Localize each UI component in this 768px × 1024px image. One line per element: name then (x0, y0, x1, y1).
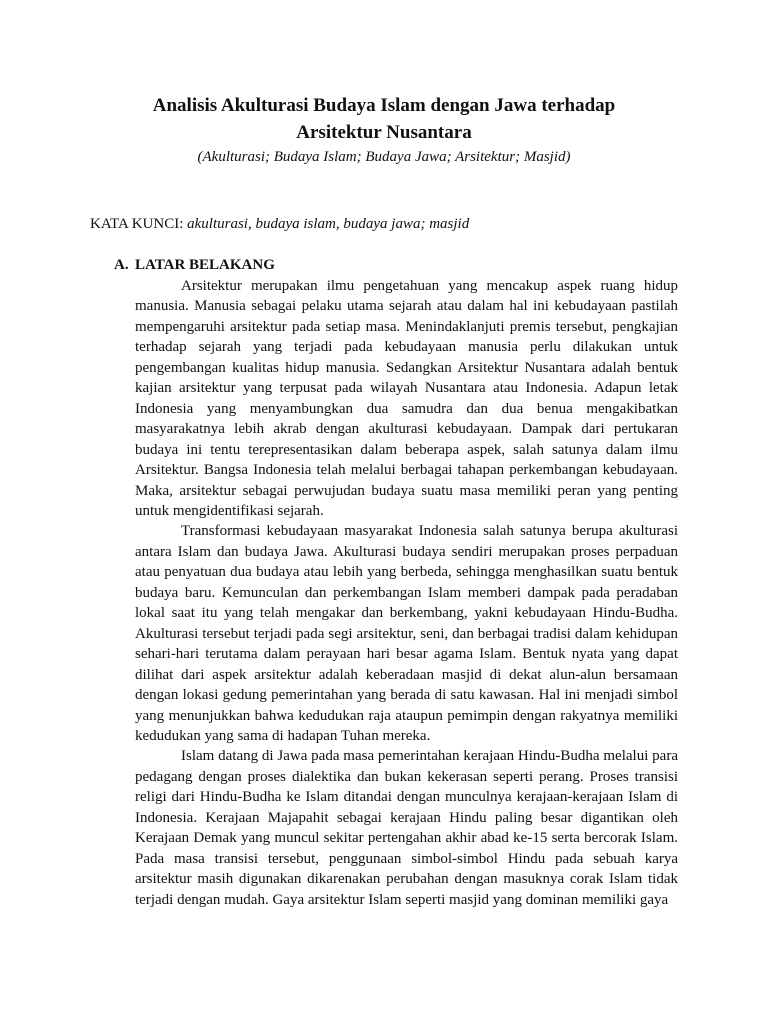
keywords-label: KATA KUNCI: (90, 216, 184, 232)
document-subtitle: (Akulturasi; Budaya Islam; Budaya Jawa; Arsitektur; Masjid) (197, 149, 571, 165)
section-number: A. (114, 257, 129, 273)
section-heading (114, 255, 275, 275)
section-body (135, 276, 678, 910)
paragraph: Islam datang di Jawa pada masa pemerintahan kerajaan Hindu-Budha melalui para pedagang dengan proses dialektika dan bukan kekerasan seperti perang. Proses transisi religi dari Hindu-Budha ke Islam ditandai dengan munculnya kerajaan-kerajaan Islam di Indonesia. Kerajaan Majapahit sebagai kerajaan Hindu paling besar digantikan oleh Kerajaan Demak yang muncul sekitar pertengahan akhir abad ke-15 serta bercorak Islam. Pada masa transisi tersebut, penggunaan simbol-simbol Hindu pada sebuah karya arsitektur masih digunakan dikarenakan perubahan dengan masuknya corak Islam tidak terjadi dengan mudah. Gaya arsitektur Islam seperti masjid yang dominan memiliki gaya (135, 748, 678, 908)
paragraph: Transformasi kebudayaan masyarakat Indonesia salah satunya berupa akulturasi antara Islam dan budaya Jawa. Akulturasi budaya sendiri merupakan proses perpaduan atau penyatuan dua budaya atau lebih yang berbeda, sehingga menghasilkan suatu bentuk budaya baru. Kemunculan dan perkembangan Islam memberi dampak pada peradaban lokal saat itu yang telah mengakar dan berkembang, yakni kebudayaan Hindu-Budha. Akulturasi tersebut terjadi pada segi arsitektur, seni, dan berbagai tradisi dalam kehidupan sehari-hari terutama dalam perayaan hari besar agama Islam. Bentuk nyata yang dapat dilihat dari aspek arsitektur adalah keberadaan masjid di dekat alun-alun bersamaan dengan lokasi gedung pemerintahan yang berada di satu kawasan. Hal ini menjadi simbol yang menunjukkan bahwa kedudukan raja ataupun pemimpin dengan rakyatnya memiliki kedudukan yang sama di hadapan Tuhan mereka. (135, 523, 678, 744)
section-title: LATAR BELAKANG (135, 257, 275, 273)
keywords-line (90, 214, 469, 234)
paragraph: Arsitektur merupakan ilmu pengetahuan yang mencakup aspek ruang hidup manusia. Manusia sebagai pelaku utama sejarah atau dalam hal ini kebudayaan pastilah mempengaruhi arsitektur pada setiap masa. Menindaklanjuti premis tersebut, pengkajian terhadap sejarah yang terjadi pada kebudayaan manusia perlu dilakukan untuk pengembangan kualitas hidup manusia. Sedangkan Arsitektur Nusantara adalah bentuk kajian arsitektur yang terpusat pada wilayah Nusantara atau Indonesia. Adapun letak Indonesia yang menyambungkan dua samudra dan dua benua mengakibatkan masyarakatnya lebih akrab dengan akulturasi kebudayaan. Dampak dari pertukaran budaya ini tentu terepresentasikan dalam beberapa aspek, salah satunya dalam ilmu Arsitektur. Bangsa Indonesia telah melalui berbagai tahapan perkembangan kebudayaan. Maka, arsitektur sebagai perwujudan budaya suatu masa memiliki peran yang penting untuk mengidentifikasi sejarah. (135, 278, 678, 519)
document-title-line-1: Analisis Akulturasi Budaya Islam dengan Jawa terhadap (152, 95, 616, 116)
keywords-value: akulturasi, budaya islam, budaya jawa; masjid (187, 216, 470, 232)
document-title-line-2: Arsitektur Nusantara (296, 122, 472, 143)
